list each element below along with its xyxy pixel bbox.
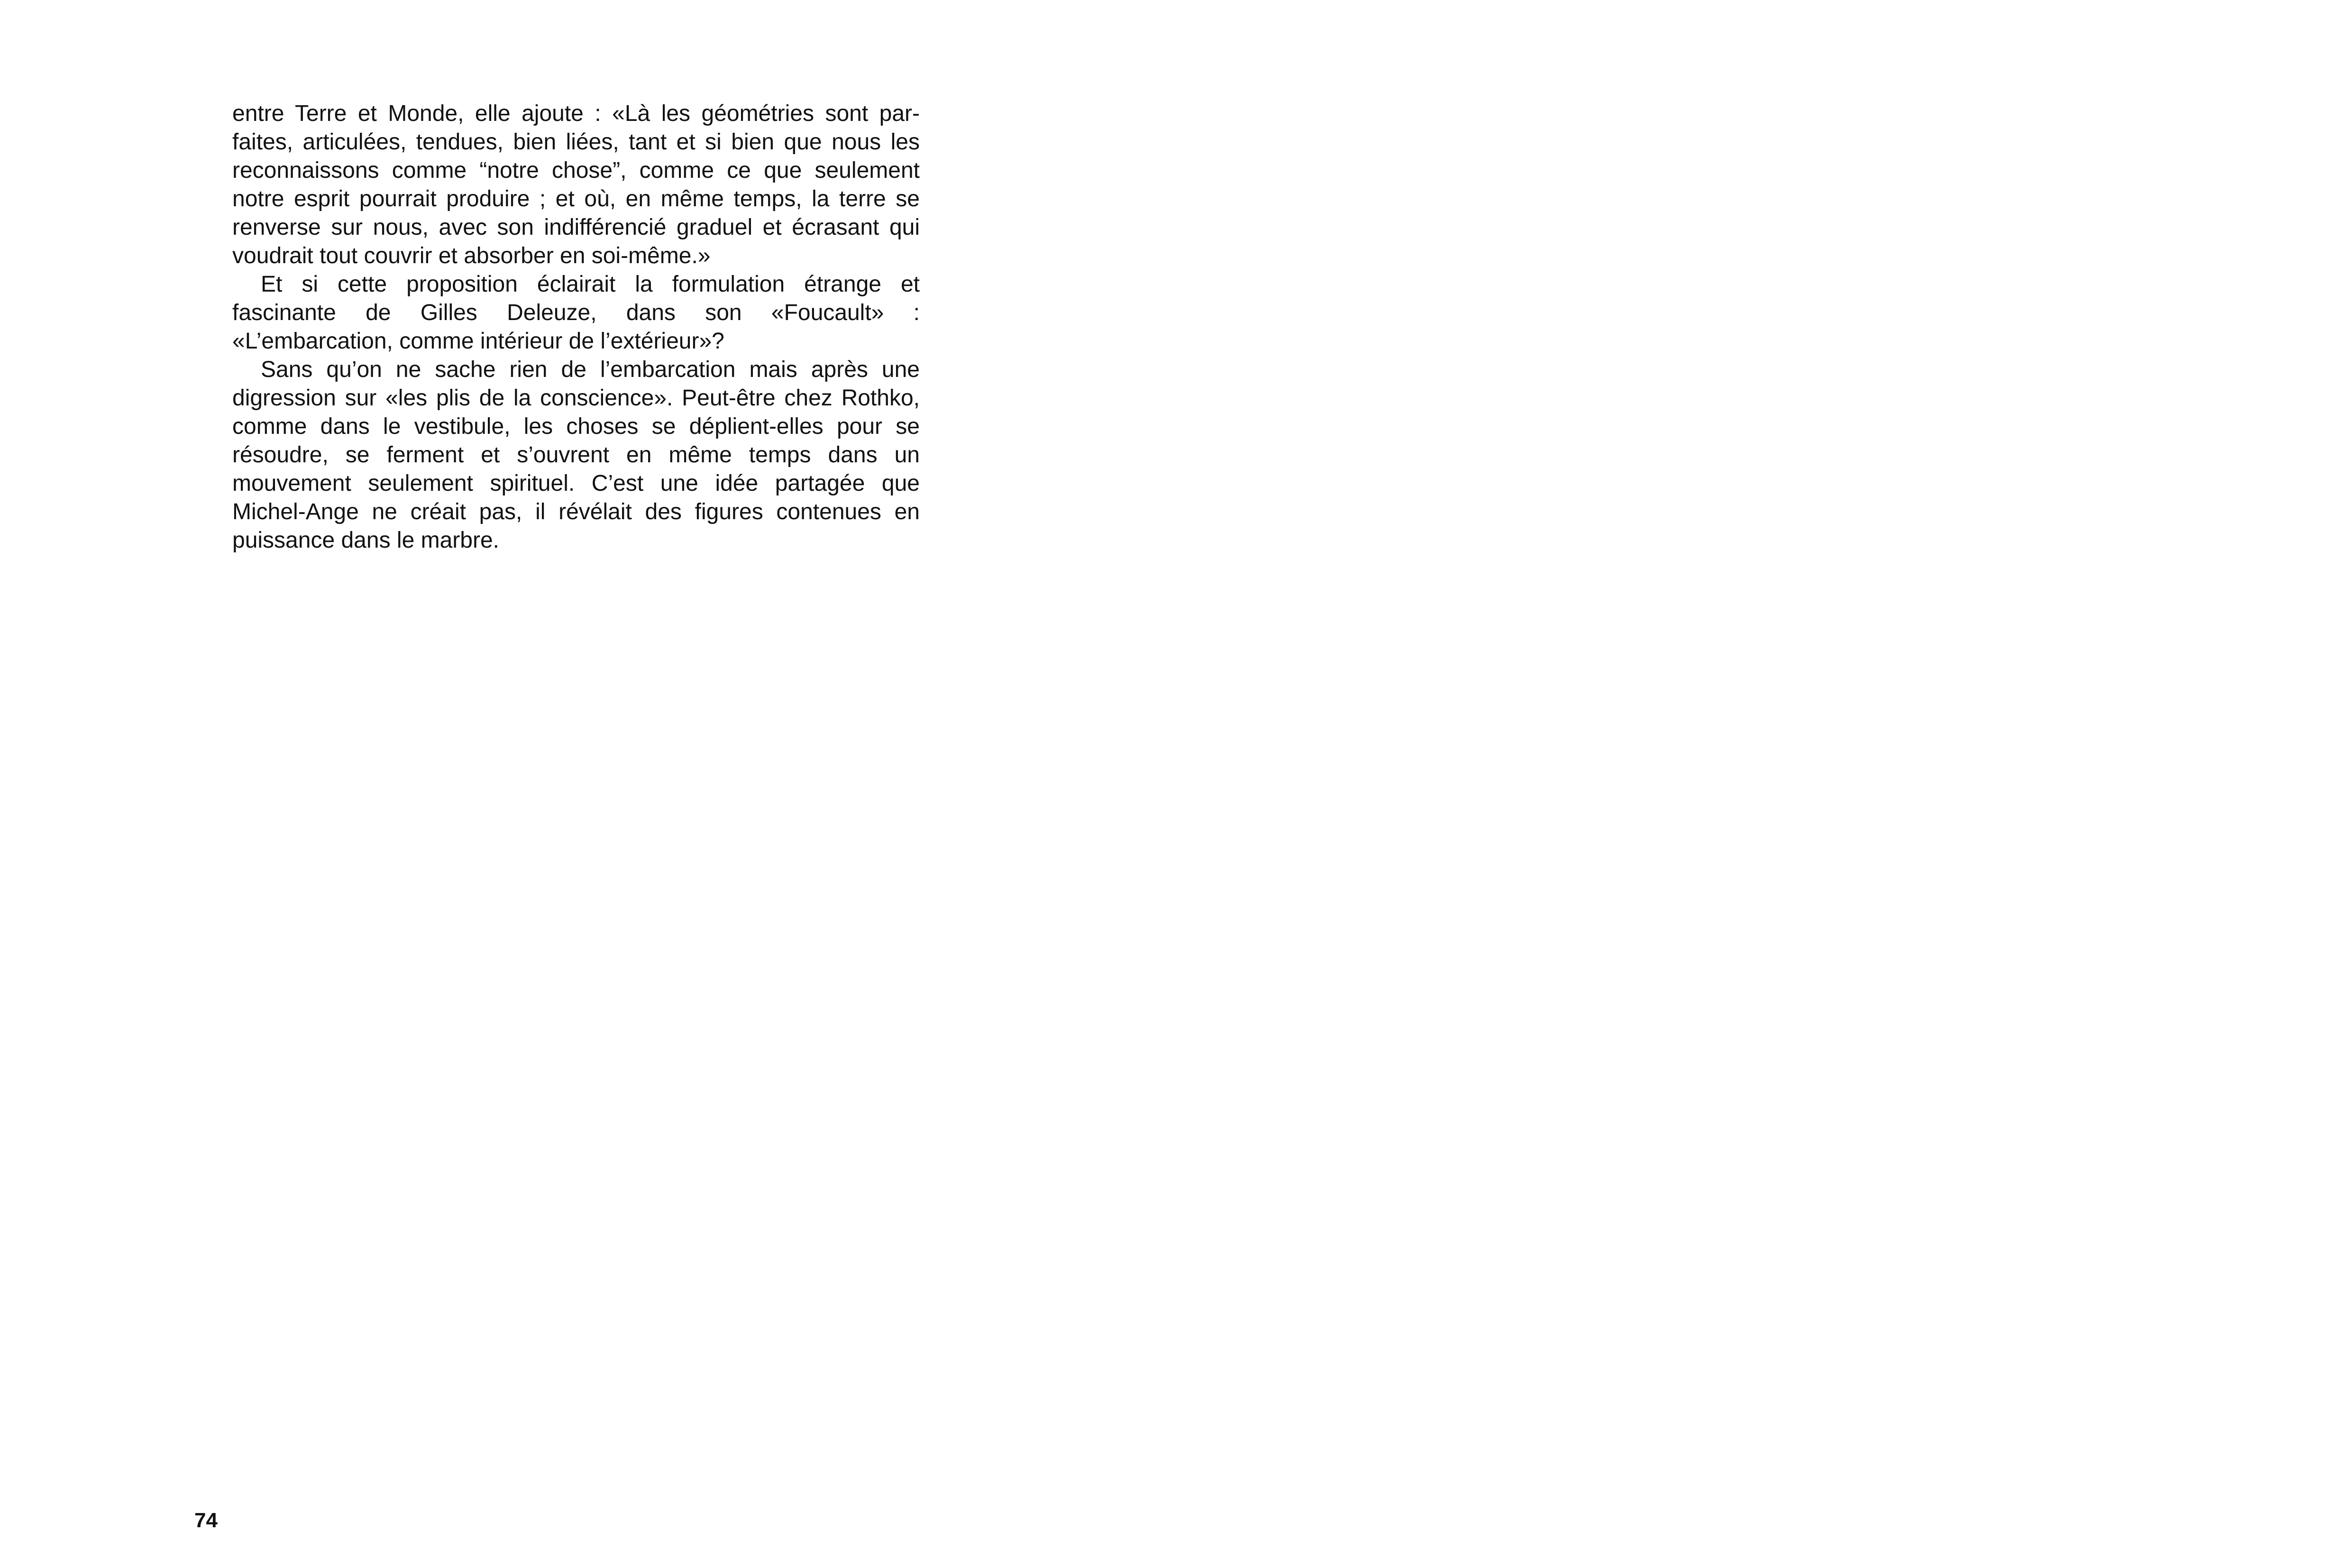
paragraph-3: Sans qu’on ne sache rien de l’embarcation mais après une digression sur «les plis de la conscience». Peut-être chez Rothko, comme dans le vestibule, les choses se déplient-elles pour se résoudre, se ferment et s’ouvrent en même temps dans un mouvement seulement spirituel. C’est une idée partagée que Michel-Ange ne créait pas, il révélait des figures contenues en puissance dans le marbre. (232, 357, 920, 553)
body-text (232, 100, 920, 555)
paragraph-1: entre Terre et Monde, elle ajoute : «Là les géométries sont parfaites, articulées, tendues, bien liées, tant et si bien que nous les reconnaissons comme “notre chose”, comme ce que seulement notre esprit pourrait produire ; et où, en même temps, la terre se renverse sur nous, avec son indifférencié graduel et écrasant qui voudrait tout couvrir et absorber en soi-même.» (232, 101, 920, 268)
page-number-left: 74 (194, 1509, 218, 1532)
right-page (1176, 0, 2352, 1568)
paragraph-2: Et si cette proposition éclairait la formulation étrange et fascinante de Gilles Deleuze, dans son «Foucault» : «L’embarcation, comme intérieur de l’extérieur»? (232, 272, 920, 354)
